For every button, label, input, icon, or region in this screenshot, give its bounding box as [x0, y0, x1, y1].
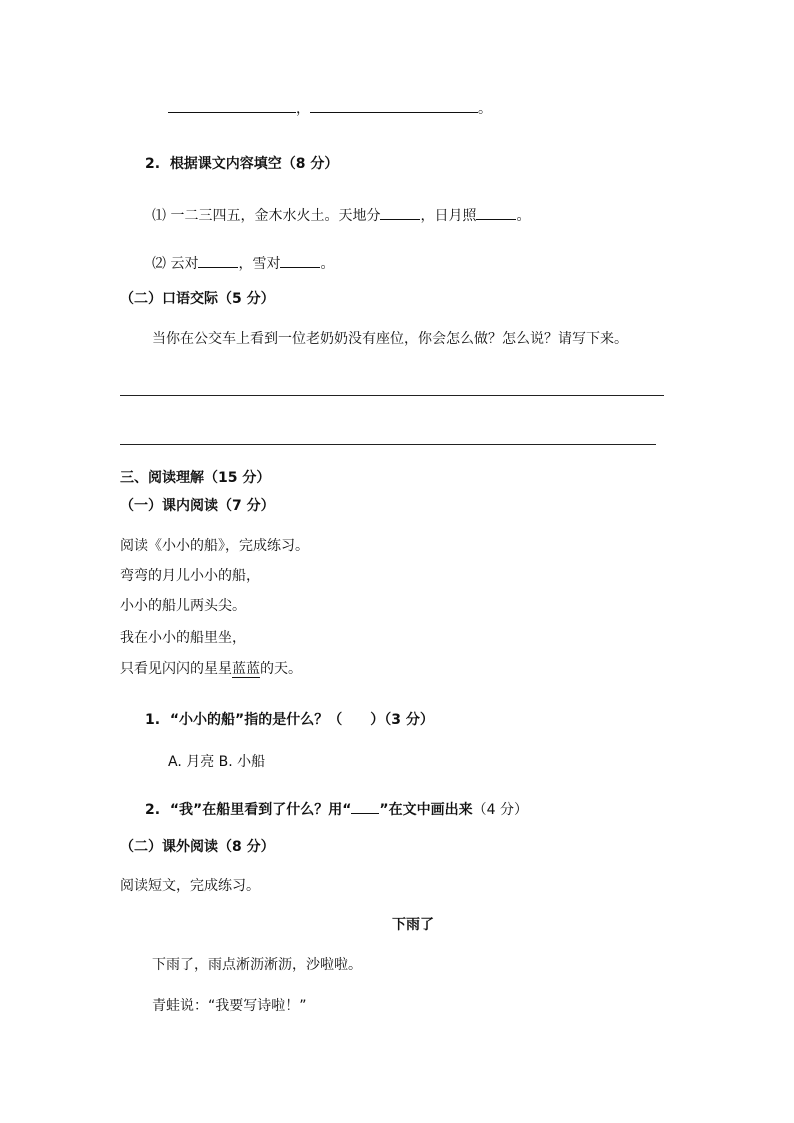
answer-line[interactable] — [120, 444, 656, 445]
question-text: “我”在船里看到了什么？用“ — [169, 802, 352, 818]
question-text: “小小的船”指的是什么？（ ）（3 分） — [169, 712, 434, 728]
poem-line: 弯弯的月儿小小的船， — [120, 568, 260, 584]
answer-blank[interactable] — [380, 205, 420, 220]
top-fill-line — [168, 98, 492, 119]
fill-text: ，雪对 — [238, 256, 281, 272]
answer-blank[interactable] — [476, 205, 516, 220]
answer-blank[interactable] — [310, 98, 478, 113]
fill-item-1 — [152, 205, 530, 226]
answer-blank[interactable] — [198, 253, 238, 268]
question-2-title — [145, 154, 338, 174]
fill-text: 。 — [320, 256, 335, 272]
underlined-text: 蓝蓝 — [232, 661, 260, 677]
question-text: ”在文中画出来 — [379, 802, 473, 818]
story-title: 下雨了 — [392, 917, 434, 933]
fill-text: ⑵ 云对 — [152, 256, 199, 272]
underline-mark — [351, 799, 379, 814]
story-paragraph: 青蛙说：“我要写诗啦！” — [152, 998, 307, 1014]
poem-line: 我在小小的船里坐， — [120, 630, 246, 646]
oral-heading: （二）口语交际（5 分） — [120, 291, 275, 307]
answer-blank[interactable] — [280, 253, 320, 268]
question-number: 1. — [145, 712, 161, 728]
period: 。 — [478, 101, 492, 117]
question-1-options[interactable]: A. 月亮 B. 小船 — [168, 754, 266, 770]
reading-intro: 阅读《小小的船》，完成练习。 — [120, 538, 309, 554]
poem-text: 只看见闪闪的星星 — [120, 661, 232, 677]
reading-heading: 三、阅读理解（15 分） — [120, 470, 271, 486]
comma: ， — [296, 101, 310, 117]
question-number: 2. — [145, 156, 161, 172]
answer-blank[interactable] — [168, 98, 296, 113]
fill-item-2 — [152, 253, 334, 274]
extra-intro: 阅读短文，完成练习。 — [120, 878, 260, 894]
fill-text: ，日月照 — [420, 208, 477, 224]
poem-text: 的天。 — [260, 661, 302, 677]
oral-prompt: 当你在公交车上看到一位老奶奶没有座位，你会怎么做？怎么说？请写下来。 — [152, 331, 628, 347]
story-paragraph: 下雨了，雨点淅沥淅沥，沙啦啦。 — [152, 957, 362, 973]
fill-text: ⑴ 一二三四五，金木水火土。天地分 — [152, 208, 381, 224]
question-2 — [145, 799, 528, 820]
in-class-heading: （一）课内阅读（7 分） — [120, 498, 275, 514]
answer-line[interactable] — [120, 395, 664, 396]
question-text: 根据课文内容填空（8 分） — [169, 156, 339, 172]
question-score: （4 分） — [472, 802, 528, 818]
extra-heading: （二）课外阅读（8 分） — [120, 839, 275, 855]
question-1 — [145, 710, 434, 730]
poem-line: 小小的船儿两头尖。 — [120, 598, 246, 614]
poem-line — [120, 659, 302, 679]
fill-text: 。 — [516, 208, 531, 224]
question-number: 2. — [145, 802, 161, 818]
